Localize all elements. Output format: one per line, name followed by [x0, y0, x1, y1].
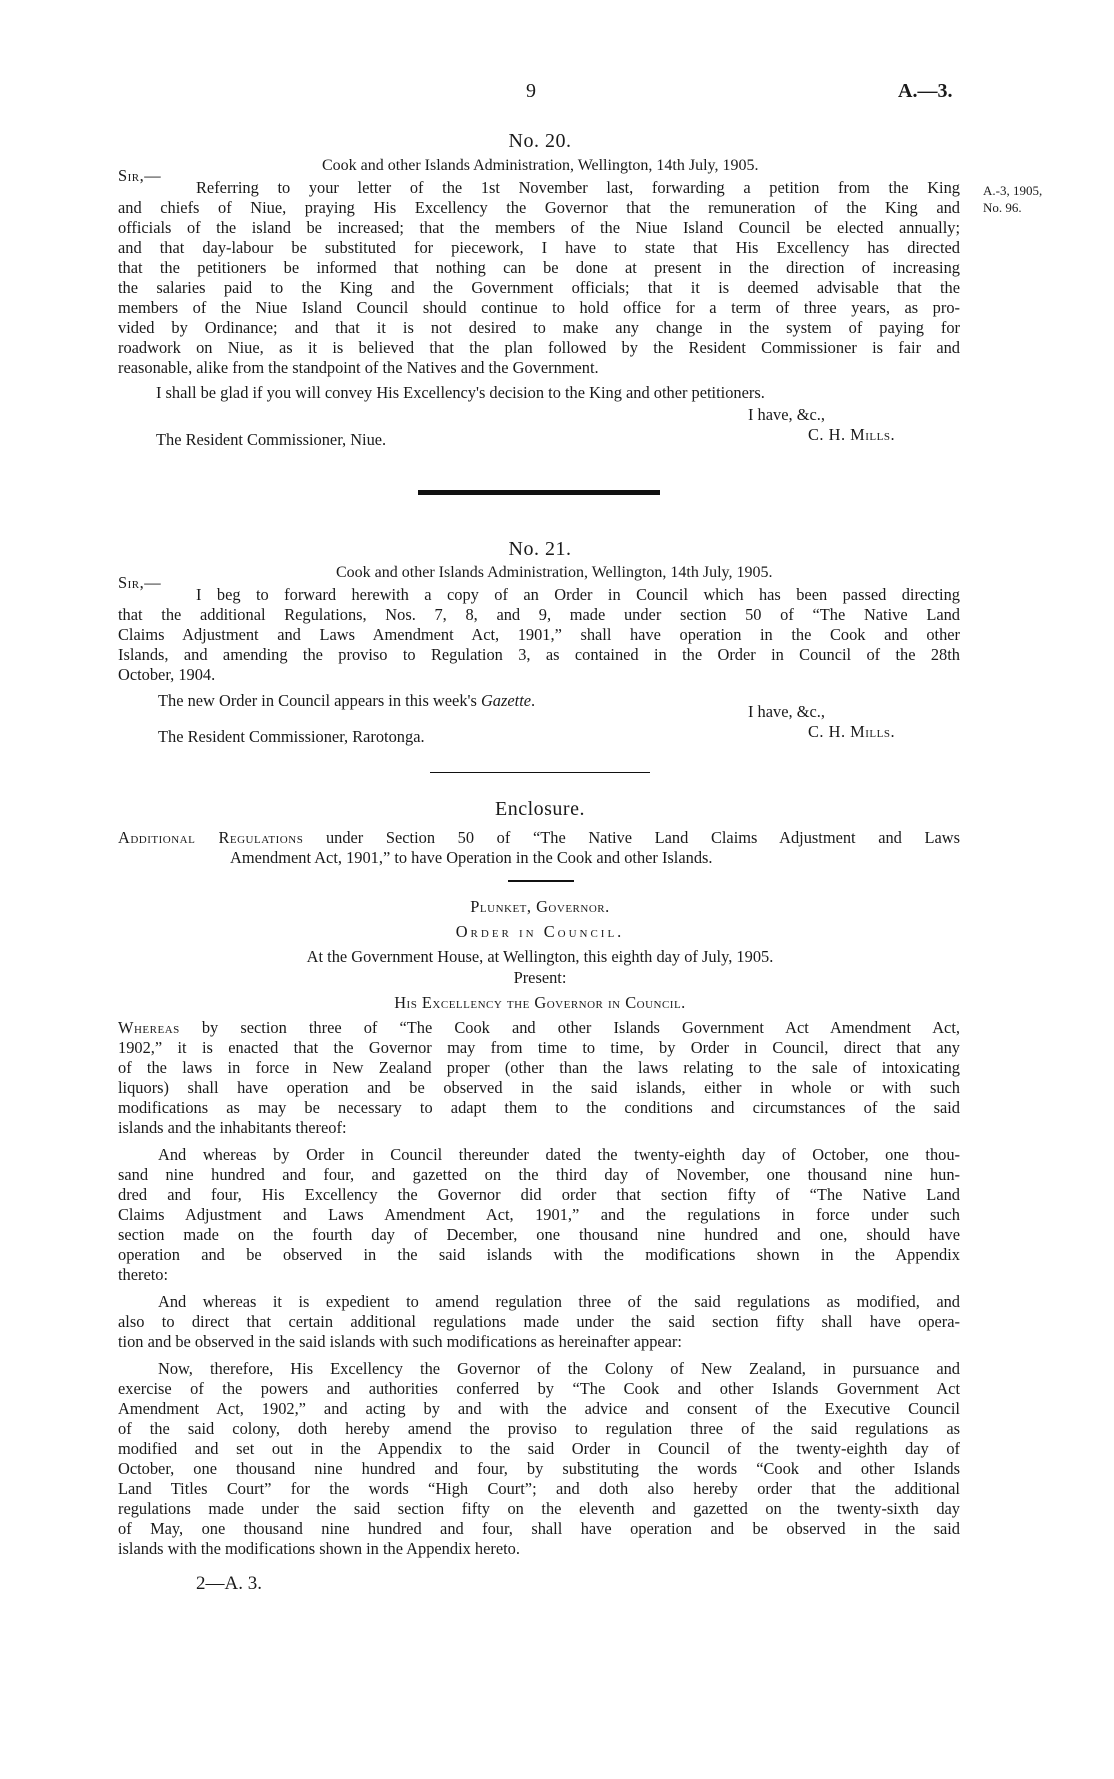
paragraph-1-line: 1902,” it is enacted that the Governor may from time to time, by Order in Council, direct that any [118, 1038, 960, 1057]
letter-20-line: that the petitioners be informed that nothing can be done at present in the direction of increasing [118, 258, 960, 277]
letter-21-addressee: The Resident Commissioner, Rarotonga. [158, 727, 425, 746]
page-number: 9 [526, 80, 536, 102]
paragraph-4-line: modified and set out in the Appendix to the said Order in Council of the twenty-eighth day of [118, 1439, 960, 1458]
letter-21-line: Claims Adjustment and Laws Amendment Act, 1901,” shall have operation in the Cook and other [118, 625, 960, 644]
paragraph-3-line: also to direct that certain additional regulations made under the said section fifty shall have opera- [118, 1312, 960, 1331]
paragraph-2-line: operation and be observed in the said islands with the modifications shown in the Appendix [118, 1245, 960, 1264]
letter-20-line: Referring to your letter of the 1st November last, forwarding a petition from the King [196, 178, 960, 197]
letter-21-sign-off: I have, &c., [748, 702, 825, 721]
paragraph-4-line: of May, one thousand nine hundred and four, shall have operation and be observed in the said [118, 1519, 960, 1538]
letter-21-line: October, 1904. [118, 665, 216, 684]
paragraph-4-line: October, one thousand nine hundred and four, by substituting the words “Cook and other Islands [118, 1459, 960, 1478]
paragraph-1-line [118, 1018, 960, 1038]
governor-line: Plunket, Governor. [470, 897, 610, 916]
paragraph-4-line: of the said colony, doth hereby amend the proviso to regulation three of the said regulations as [118, 1419, 960, 1438]
letter-20-line: roadwork on Niue, as it is believed that the plan followed by the Resident Commissioner is fair and [118, 338, 960, 357]
letter-21-gazette-note [158, 691, 535, 711]
paragraph-2-line: section made on the fourth day of December, one thousand nine hundred and one, should have [118, 1225, 960, 1244]
letter-20-heading: No. 20. [508, 130, 572, 152]
letter-21-heading: No. 21. [508, 538, 572, 560]
letter-21-line: that the additional Regulations, Nos. 7, 8, and 9, made under section 50 of “The Native Land [118, 605, 960, 624]
order-in-council-title: Order in Council. [455, 922, 625, 941]
letter-20-line: and chiefs of Niue, praying His Excellency the Governor that the remuneration of the King and [118, 198, 960, 217]
letter-20-line: and that day-labour be substituted for piecework, I have to state that His Excellency has directed [118, 238, 960, 257]
letter-20-margin-note-2: No. 96. [983, 200, 1022, 215]
document-reference: A.—3. [898, 80, 953, 102]
paragraph-4-line: Amendment Act, 1902,” and acting by and with the advice and consent of the Executive Council [118, 1399, 960, 1418]
paragraph-2-line: sand nine hundred and four, and gazetted on the third day of November, one thousand nine hun- [118, 1165, 960, 1184]
paragraph-2-line: Claims Adjustment and Laws Amendment Act, 1901,” and the regulations in force under such [118, 1205, 960, 1224]
paragraph-2-line: thereto: [118, 1265, 169, 1284]
letter-21-salutation: Sir,— [118, 573, 162, 592]
section-divider-thick [418, 490, 660, 495]
letter-20-line: officials of the island be increased; that the members of the Niue Island Council be elected annually; [118, 218, 960, 237]
letter-20-line: reasonable, alike from the standpoint of the Natives and the Government. [118, 358, 599, 377]
paragraph-3-line: And whereas it is expedient to amend regulation three of the said regulations as modified, and [158, 1292, 960, 1311]
letter-20-salutation: Sir,— [118, 166, 162, 185]
paragraph-4-line: regulations made under the said section fifty on the eleventh and gazetted on the twenty-sixth day [118, 1499, 960, 1518]
paragraph-2-line: And whereas by Order in Council thereunder dated the twenty-eighth day of October, one thou- [158, 1145, 960, 1164]
paragraph-1-line: of the laws in force in New Zealand proper (other than the laws relating to the sale of intoxicating [118, 1058, 960, 1077]
enclosure-subtitle-rest: under Section 50 of “The Native Land Claims Adjustment and Laws [303, 828, 961, 847]
enclosure-subtitle-caps: Additional Regulations [118, 828, 304, 847]
paragraph-4-line: exercise of the powers and authorities conferred by “The Cook and other Islands Government Act [118, 1379, 960, 1398]
letter-21-signature: C. H. Mills. [808, 722, 896, 741]
letter-20-line: members of the Niue Island Council should continue to hold office for a term of three years, as pro- [118, 298, 960, 317]
place-and-date: At the Government House, at Wellington, this eighth day of July, 1905. [306, 947, 774, 966]
letter-20-line: vided by Ordinance; and that it is not desired to make any change in the system of paying for [118, 318, 960, 337]
gazette-note-end: . [531, 691, 536, 710]
whereas-word: Whereas [118, 1018, 180, 1037]
presence-line: His Excellency the Governor in Council. [394, 993, 686, 1012]
paragraph-1-line: liquors) shall have operation and be observed in the said islands, either in whole or with such [118, 1078, 960, 1097]
enclosure-divider [508, 880, 574, 882]
paragraph-1-line: modifications as may be necessary to adapt them to the conditions and circumstances of the said [118, 1098, 960, 1117]
letter-20-dateline: Cook and other Islands Administration, Wellington, 14th July, 1905. [322, 157, 759, 174]
letter-20-line: the salaries paid to the King and the Government officials; that it is deemed advisable that the [118, 278, 960, 297]
paragraph-2-line: dred and four, His Excellency the Governor did order that section fifty of “The Native Land [118, 1185, 960, 1204]
letter-20-margin-note-1: A.-3, 1905, [983, 183, 1043, 198]
letter-21-line: Islands, and amending the proviso to Regulation 3, as contained in the Order in Council of the 28th [118, 645, 960, 664]
enclosure-subtitle-line-1 [118, 828, 960, 848]
paragraph-4-line: Now, therefore, His Excellency the Governor of the Colony of New Zealand, in pursuance and [158, 1359, 960, 1378]
letter-20-signature: C. H. Mills. [808, 425, 896, 444]
paragraph-1-first-line: by section three of “The Cook and other Islands Government Act Amendment Act, [179, 1018, 960, 1037]
enclosure-subtitle-line-2: Amendment Act, 1901,” to have Operation in the Cook and other Islands. [230, 848, 713, 867]
letter-21-line: I beg to forward herewith a copy of an Order in Council which has been passed directing [196, 585, 960, 604]
present-label: Present: [513, 968, 567, 987]
paragraph-1-line: islands and the inhabitants thereof: [118, 1118, 347, 1137]
gazette-note-text: The new Order in Council appears in this week's [158, 691, 481, 710]
footer-signature-mark: 2—A. 3. [196, 1573, 262, 1594]
letter-20-addressee: The Resident Commissioner, Niue. [156, 430, 387, 449]
gazette-word: Gazette [480, 691, 532, 710]
letter-20-closing-paragraph: I shall be glad if you will convey His Excellency's decision to the King and other petitioners. [156, 383, 765, 402]
paragraph-3-line: tion and be observed in the said islands with such modifications as hereinafter appear: [118, 1332, 682, 1351]
enclosure-heading: Enclosure. [495, 798, 585, 820]
letter-20-sign-off: I have, &c., [748, 405, 825, 424]
paragraph-4-line: islands with the modifications shown in the Appendix hereto. [118, 1539, 520, 1558]
section-divider-thin [430, 772, 650, 773]
paragraph-4-line: Land Titles Court” for the words “High Court”; and doth also hereby order that the additional [118, 1479, 960, 1498]
letter-21-dateline: Cook and other Islands Administration, Wellington, 14th July, 1905. [336, 564, 773, 581]
